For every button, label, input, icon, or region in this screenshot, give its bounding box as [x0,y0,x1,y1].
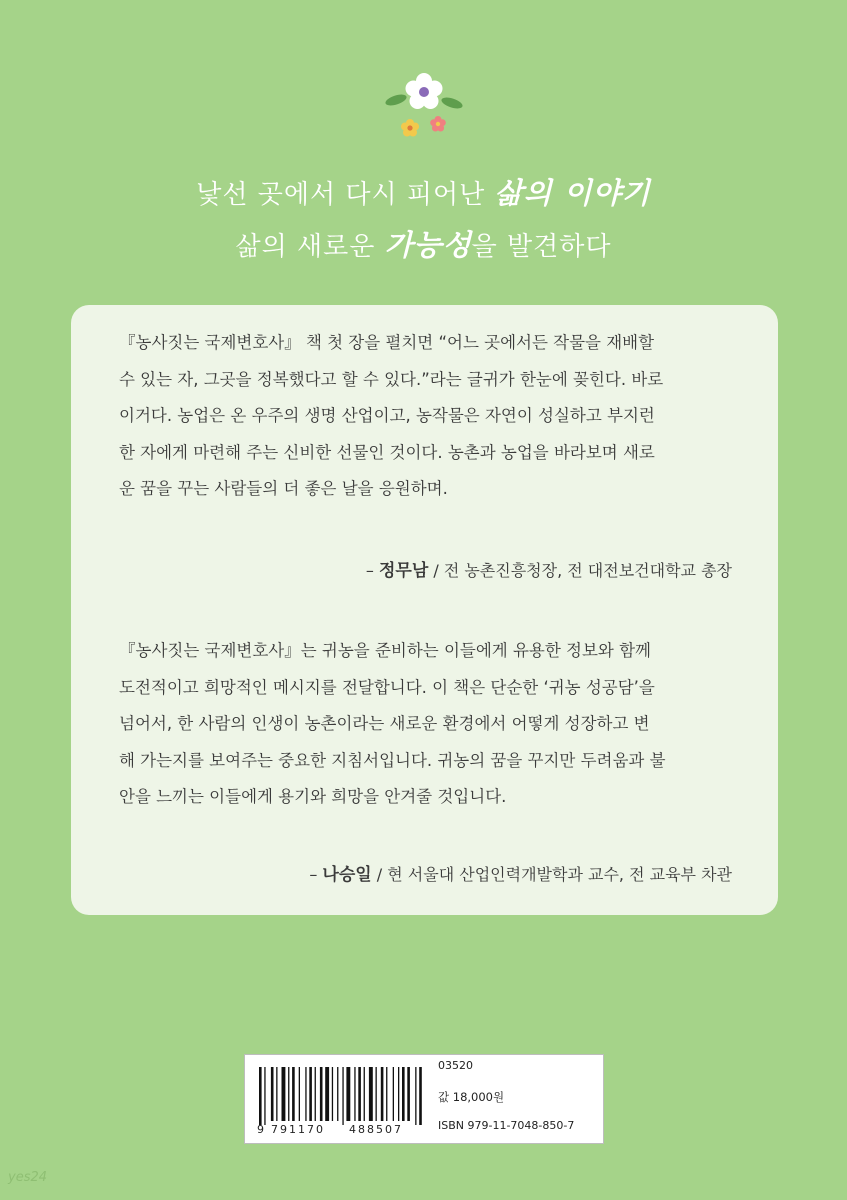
isbn-barcode-box [244,1054,604,1144]
quote-line: 한 자에게 마련해 주는 신비한 선물인 것이다. 농촌과 농업을 바라보며 새로 [119,442,655,462]
endorser-title: 현 서울대 산업인력개발학과 교수, 전 교육부 차관 [387,865,732,884]
endorsement-card [71,305,778,915]
barcode-digits-left: 791170 [271,1123,325,1136]
quote-line: 운 꿈을 꾸는 사람들의 더 좋은 날을 응원하며. [119,479,448,498]
barcode-bar [325,1067,329,1121]
barcode-icon [255,1067,427,1125]
quote-line: 넘어서, 한 사람의 인생이 농촌이라는 새로운 환경에서 어떻게 성장하고 변 [119,714,650,733]
barcode-bar [342,1067,343,1125]
quote-line: 도전적이고 희망적인 메시지를 전달합니다. 이 책은 단순한 ‘귀농 성공담’을 [119,677,655,697]
endorser-name: 나승일 [322,865,372,885]
barcode-bar [332,1067,333,1121]
barcode-bar [271,1067,274,1121]
barcode-bar [415,1067,416,1125]
isbn-number: ISBN 979-11-7048-850-7 [438,1119,575,1132]
quote-line: 안을 느끼는 이들에게 용기와 희망을 안겨줄 것입니다. [119,787,507,806]
barcode-bar [364,1067,365,1121]
barcode-bar [320,1067,323,1121]
attribution-dash: – [365,561,379,580]
barcode-bar [337,1067,338,1121]
book-price: 값 18,000원 [438,1090,505,1104]
barcode-bar [309,1067,312,1121]
headline-highlight: 삶의 이야기 [494,176,651,210]
attribution-separator: / [371,865,388,884]
attribution-dash: – [309,865,323,884]
endorser-title: 전 농촌진흥청장, 전 대전보건대학교 총장 [443,561,732,580]
barcode-bar [264,1067,265,1125]
barcode-bar [305,1067,306,1121]
headline [0,168,847,272]
barcode-bar [376,1067,377,1121]
headline-line-2 [0,220,847,272]
quote-line: 수 있는 자, 그곳을 정복했다고 할 수 있다.”라는 글귀가 한눈에 꽂힌다. 바로 [119,369,664,389]
barcode-digit-first: 9 [257,1123,264,1136]
quote-line: 해 가는지를 보여주는 중요한 지침서입니다. 귀농의 꿈을 꾸지만 두려움과 불 [119,750,666,770]
headline-line-1 [0,168,847,220]
barcode-bar [276,1067,277,1121]
headline-text: 삶의 새로운 [235,232,385,262]
barcode-bar [398,1067,399,1121]
flower-decoration [382,70,466,146]
endorser-name: 정무남 [378,561,429,581]
barcode-bar [402,1067,405,1121]
barcode-bar [292,1067,295,1121]
headline-text: 낯선 곳에서 다시 피어난 [196,180,495,210]
barcode-bar [259,1067,262,1125]
quote-line: 이거다. 농업은 온 우주의 생명 산업이고, 농작물은 자연이 성실하고 부지런 [119,406,655,425]
barcode-bar [369,1067,373,1121]
barcode-bar [315,1067,316,1121]
barcode-bar [354,1067,355,1121]
barcode-bar [288,1067,289,1121]
barcode-bar [419,1067,422,1125]
barcode-bar [299,1067,300,1121]
barcode-bar [346,1067,350,1121]
barcode-bar [393,1067,394,1121]
barcode-bar [282,1067,286,1121]
barcode-digits-right: 488507 [349,1123,403,1136]
barcode-bar [407,1067,410,1121]
headline-text: 을 발견하다 [471,232,612,262]
barcode-bar [386,1067,387,1121]
quote-line: 『농사짓는 국제변호사』는 귀농을 준비하는 이들에게 유용한 정보와 함께 [119,641,651,660]
attribution-separator: / [428,561,444,580]
headline-highlight: 가능성 [384,228,472,262]
barcode-addon-code: 03520 [438,1059,473,1072]
endorsement-quote-1 [119,325,731,508]
barcode-bar [358,1067,361,1121]
endorser-attribution-1 [366,556,732,581]
quote-line: 『농사짓는 국제변호사』 책 첫 장을 펼치면 “어느 곳에서든 작물을 재배할 [119,333,655,352]
barcode-digits [257,1123,403,1136]
barcode-bar [381,1067,384,1121]
endorsement-quote-2 [119,633,731,816]
endorser-attribution-2 [309,860,732,885]
watermark-logo: yes24 [8,1170,48,1185]
